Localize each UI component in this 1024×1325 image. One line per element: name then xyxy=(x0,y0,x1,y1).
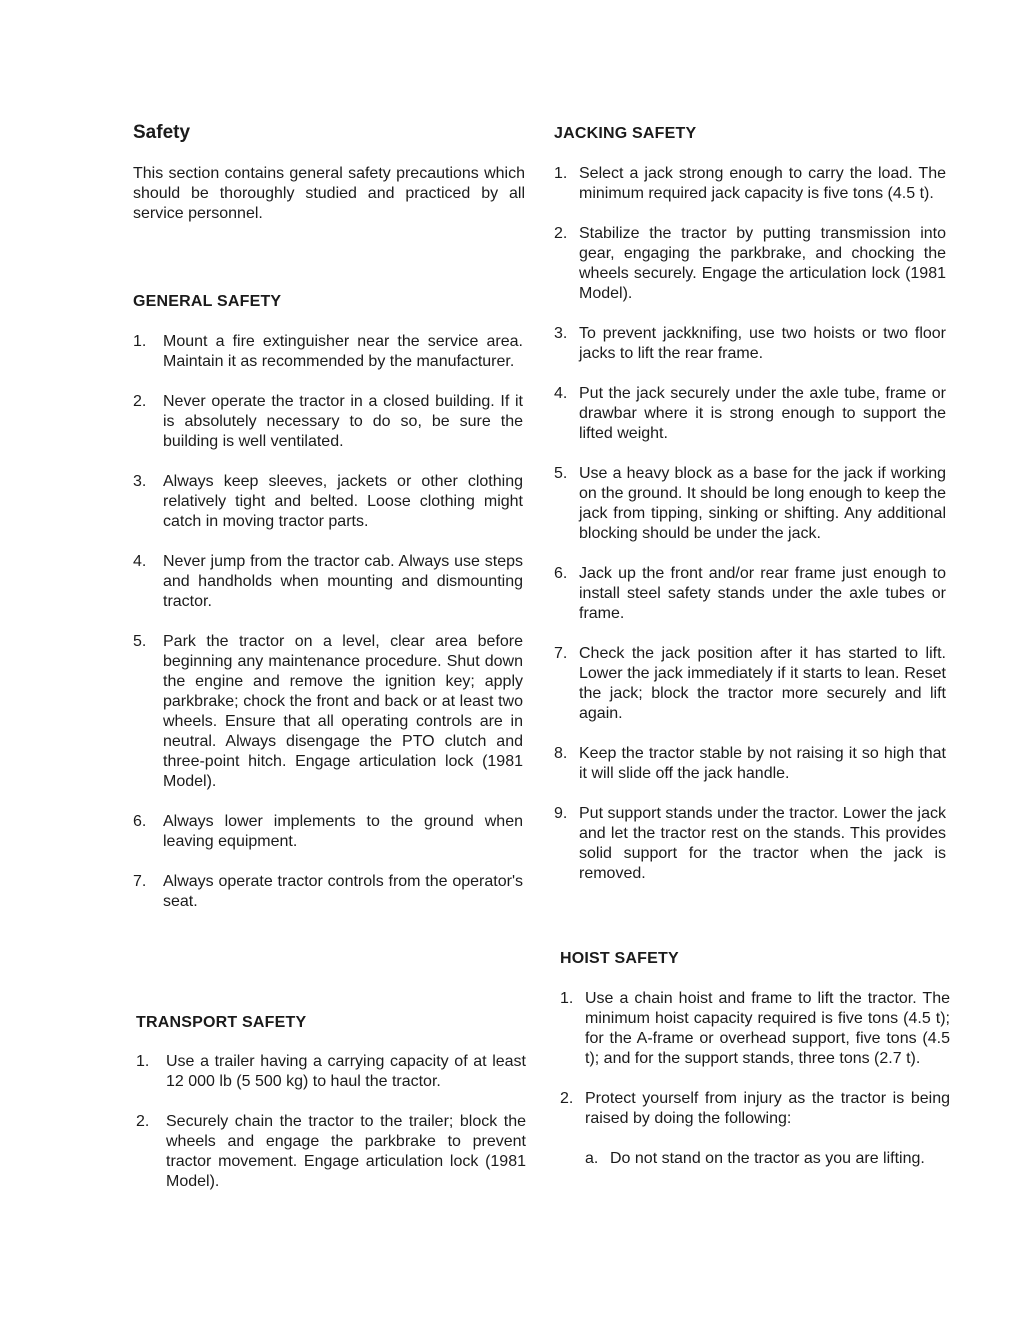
item-text: Never jump from the tractor cab. Always use steps and handholds when mounting and dismounting tractor. xyxy=(163,553,523,610)
item-number: 3. xyxy=(133,473,147,490)
item-number: 1. xyxy=(133,333,147,350)
item-text: Always lower implements to the ground when leaving equipment. xyxy=(163,813,523,850)
item-number: 5. xyxy=(133,633,147,650)
jacking-safety-heading: JACKING SAFETY xyxy=(554,125,697,142)
list-item xyxy=(554,464,946,544)
list-item xyxy=(133,552,523,612)
item-number: 5. xyxy=(554,465,568,482)
list-item xyxy=(554,564,946,624)
list-item xyxy=(554,744,946,784)
sub-item-text: Do not stand on the tractor as you are lifting. xyxy=(610,1150,925,1167)
list-item xyxy=(554,384,946,444)
item-number: 2. xyxy=(136,1113,150,1130)
item-number: 1. xyxy=(560,990,574,1007)
item-number: 6. xyxy=(554,565,568,582)
transport-safety-heading: TRANSPORT SAFETY xyxy=(136,1014,307,1031)
list-item xyxy=(133,812,523,852)
item-text: Stabilize the tractor by putting transmission into gear, engaging the parkbrake, and chocking the wheels securely. Engage the articulation lock (1981 Model). xyxy=(579,225,946,302)
item-text: Put support stands under the tractor. Lower the jack and let the tractor rest on the stands. This provides solid support for the tractor when the jack is removed. xyxy=(579,805,946,882)
item-text xyxy=(585,1089,950,1169)
item-number: 9. xyxy=(554,805,568,822)
item-text: Keep the tractor stable by not raising it so high that it will slide off the jack handle. xyxy=(579,745,946,782)
list-item xyxy=(554,324,946,364)
list-item xyxy=(554,644,946,724)
item-text: Park the tractor on a level, clear area before beginning any maintenance procedure. Shut down the engine and remove the ignition key; apply parkbrake; chock the front and back or at least two wheels. Ensure that all operating controls are in neutral. Always disengage the PTO clutch and three-point hitch. Engage articulation lock (1981 Model). xyxy=(163,633,523,790)
sub-list-item xyxy=(585,1149,950,1169)
item-number: 3. xyxy=(554,325,568,342)
list-item xyxy=(554,804,946,884)
item-text: Mount a fire extinguisher near the service area. Maintain it as recommended by the manufacturer. xyxy=(163,333,523,370)
list-item xyxy=(560,1089,950,1169)
item-text: Select a jack strong enough to carry the load. The minimum required jack capacity is five tons (4.5 t). xyxy=(579,165,946,202)
item-text: Put the jack securely under the axle tube, frame or drawbar where it is strong enough to support the lifted weight. xyxy=(579,385,946,442)
item-text: Never operate the tractor in a closed building. If it is absolutely necessary to do so, be sure the building is well ventilated. xyxy=(163,393,523,450)
item-text-body: Protect yourself from injury as the tractor is being raised by doing the following: xyxy=(585,1090,950,1127)
item-text: Check the jack position after it has started to lift. Lower the jack immediately if it starts to lean. Reset the jack; block the tractor more securely and lift again. xyxy=(579,645,946,722)
item-text: Use a chain hoist and frame to lift the tractor. The minimum hoist capacity required is five tons (4.5 t); for the A-frame or overhead support, five tons (4.5 t); and for the support stands, three tons (2.7 t). xyxy=(585,990,950,1067)
item-text: Jack up the front and/or rear frame just enough to install steel safety stands under the axle tubes or frame. xyxy=(579,565,946,622)
list-item xyxy=(136,1112,526,1192)
list-item xyxy=(133,472,523,532)
jacking-safety-list xyxy=(554,164,946,904)
item-text: Use a trailer having a carrying capacity of at least 12 000 lb (5 500 kg) to haul the tractor. xyxy=(166,1053,526,1090)
general-safety-list xyxy=(133,332,523,932)
item-number: 8. xyxy=(554,745,568,762)
item-number: 1. xyxy=(136,1053,150,1070)
item-number: 7. xyxy=(554,645,568,662)
item-number: 1. xyxy=(554,165,568,182)
item-number: 2. xyxy=(554,225,568,242)
sub-item-letter: a. xyxy=(585,1150,599,1167)
item-text: Always operate tractor controls from the operator's seat. xyxy=(163,873,523,910)
list-item xyxy=(554,164,946,204)
list-item xyxy=(133,632,523,792)
item-number: 2. xyxy=(560,1090,574,1107)
item-number: 2. xyxy=(133,393,147,410)
list-item xyxy=(133,332,523,372)
item-number: 6. xyxy=(133,813,147,830)
transport-safety-list xyxy=(136,1052,526,1212)
item-text: To prevent jackknifing, use two hoists or two floor jacks to lift the rear frame. xyxy=(579,325,946,362)
hoist-safety-list xyxy=(560,989,950,1189)
page-title: Safety xyxy=(133,122,191,143)
general-safety-heading: GENERAL SAFETY xyxy=(133,293,282,310)
list-item xyxy=(133,392,523,452)
item-text: Use a heavy block as a base for the jack if working on the ground. It should be long enough to keep the jack from tipping, sinking or shifting. Any additional blocking should be under the jack. xyxy=(579,465,946,542)
item-text: Securely chain the tractor to the trailer; block the wheels and engage the parkbrake to prevent tractor movement. Engage articulation lock (1981 Model). xyxy=(166,1113,526,1190)
list-item xyxy=(133,872,523,912)
item-number: 4. xyxy=(554,385,568,402)
item-number: 7. xyxy=(133,873,147,890)
item-number: 4. xyxy=(133,553,147,570)
list-item xyxy=(554,224,946,304)
list-item xyxy=(136,1052,526,1092)
list-item xyxy=(560,989,950,1069)
hoist-safety-heading: HOIST SAFETY xyxy=(560,950,679,967)
intro-paragraph: This section contains general safety precautions which should be thoroughly studied and practiced by all service personnel. xyxy=(133,165,525,222)
item-text: Always keep sleeves, jackets or other clothing relatively tight and belted. Loose clothing might catch in moving tractor parts. xyxy=(163,473,523,530)
